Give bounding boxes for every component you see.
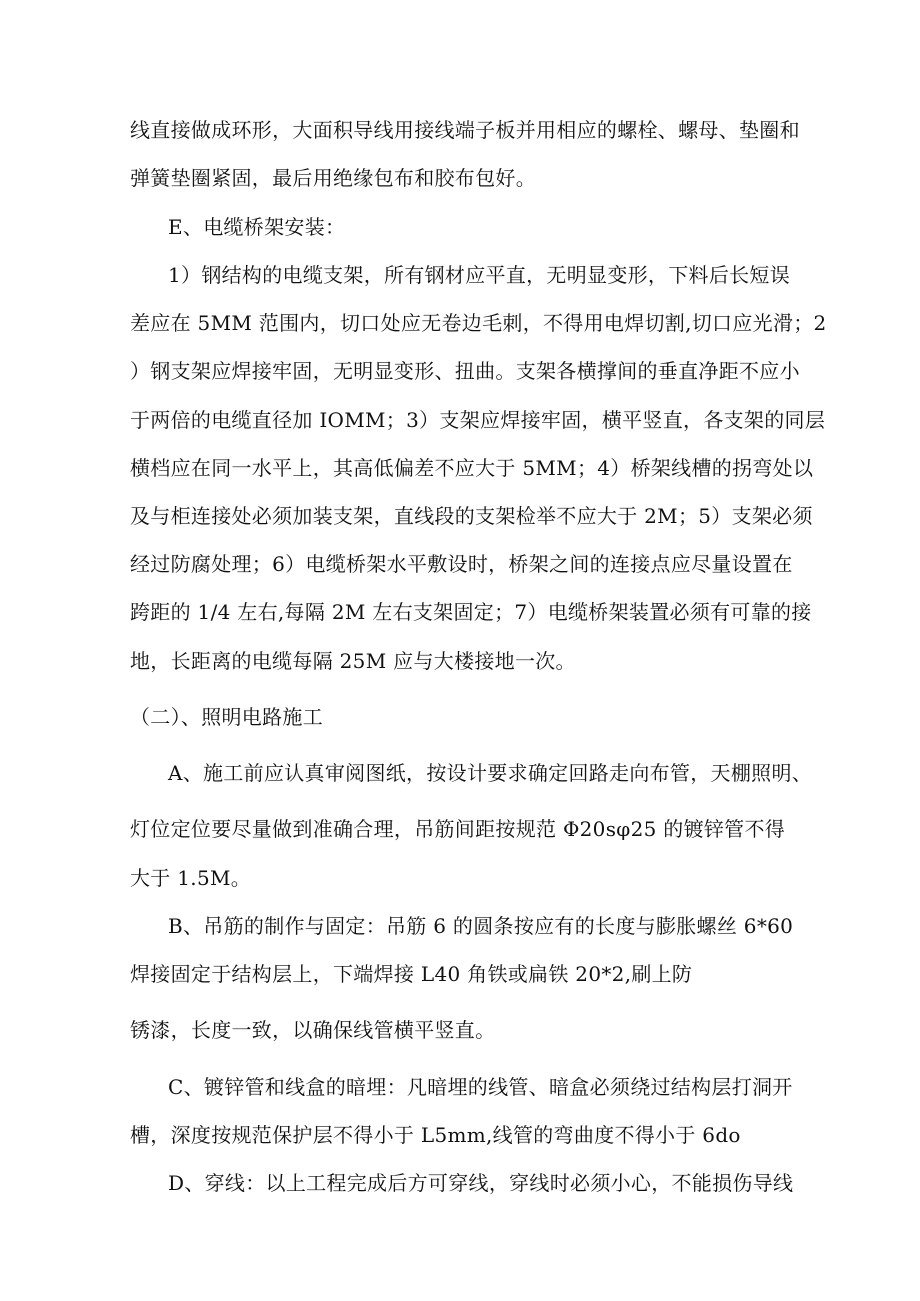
text-line: 及与柜连接处必须加装支架，直线段的支架检举不应大于 2M；5）支架必须 [130,504,813,528]
text-line: 槽，深度按规范保护层不得小于 L5mm,线管的弯曲度不得小于 6do [130,1123,741,1147]
text-line: 1）钢结构的电缆支架，所有钢材应平直，无明显变形，下料后长短误 [168,263,791,287]
text-line: 线直接做成环形，大面积导线用接线端子板并用相应的螺栓、螺母、垫圈和 [130,118,800,142]
section-heading: E、电缆桥架安装： [168,215,346,239]
text-line: 横档应在同一水平上，其高低偏差不应大于 5MM；4）桥架线槽的拐弯处以 [130,456,814,480]
text-line: D、穿线：以上工程完成后方可穿线，穿线时必须小心，不能损伤导线 [168,1171,794,1195]
text-line: C、镀锌管和线盒的暗埋：凡暗埋的线管、暗盒必须绕过结构层打洞开 [168,1075,793,1099]
text-line: 焊接固定于结构层上，下端焊接 L40 角铁或扁铁 20*2,刷上防 [130,962,693,986]
text-line: 灯位定位要尽量做到准确合理，吊筋间距按规范 Φ20sφ25 的镀锌管不得 [130,817,786,841]
text-line: 差应在 5MM 范围内，切口处应无卷边毛刺，不得用电焊切割,切口应光滑；2 [130,311,827,335]
text-line: 大于 1.5M。 [130,866,252,890]
section-heading: （二）、照明电路施工 [130,705,323,729]
text-line: 地，长距离的电缆每隔 25M 应与大楼接地一次。 [130,649,576,673]
text-line: 跨距的 1/4 左右,每隔 2M 左右支架固定；7）电缆桥架装置必须有可靠的接 [130,600,812,624]
text-line: 经过防腐处理；6）电缆桥架水平敷设时，桥架之间的连接点应尽量设置在 [130,552,793,576]
text-line: ）钢支架应焊接牢固，无明显变形、扭曲。支架各横撑间的垂直净距不应小 [130,359,800,383]
text-line: 于两倍的电缆直径加 IOMM；3）支架应焊接牢固，横平竖直，各支架的同层 [130,408,826,432]
text-line: 弹簧垫圈紧固，最后用绝缘包布和胶布包好。 [130,166,536,190]
text-line: 锈漆，长度一致，以确保线管横平竖直。 [130,1018,496,1042]
text-line: A、施工前应认真审阅图纸，按设计要求确定回路走向布管，天棚照明、 [168,761,813,785]
text-line: B、吊筋的制作与固定：吊筋 6 的圆条按应有的长度与膨胀螺丝 6*60 [168,914,794,938]
